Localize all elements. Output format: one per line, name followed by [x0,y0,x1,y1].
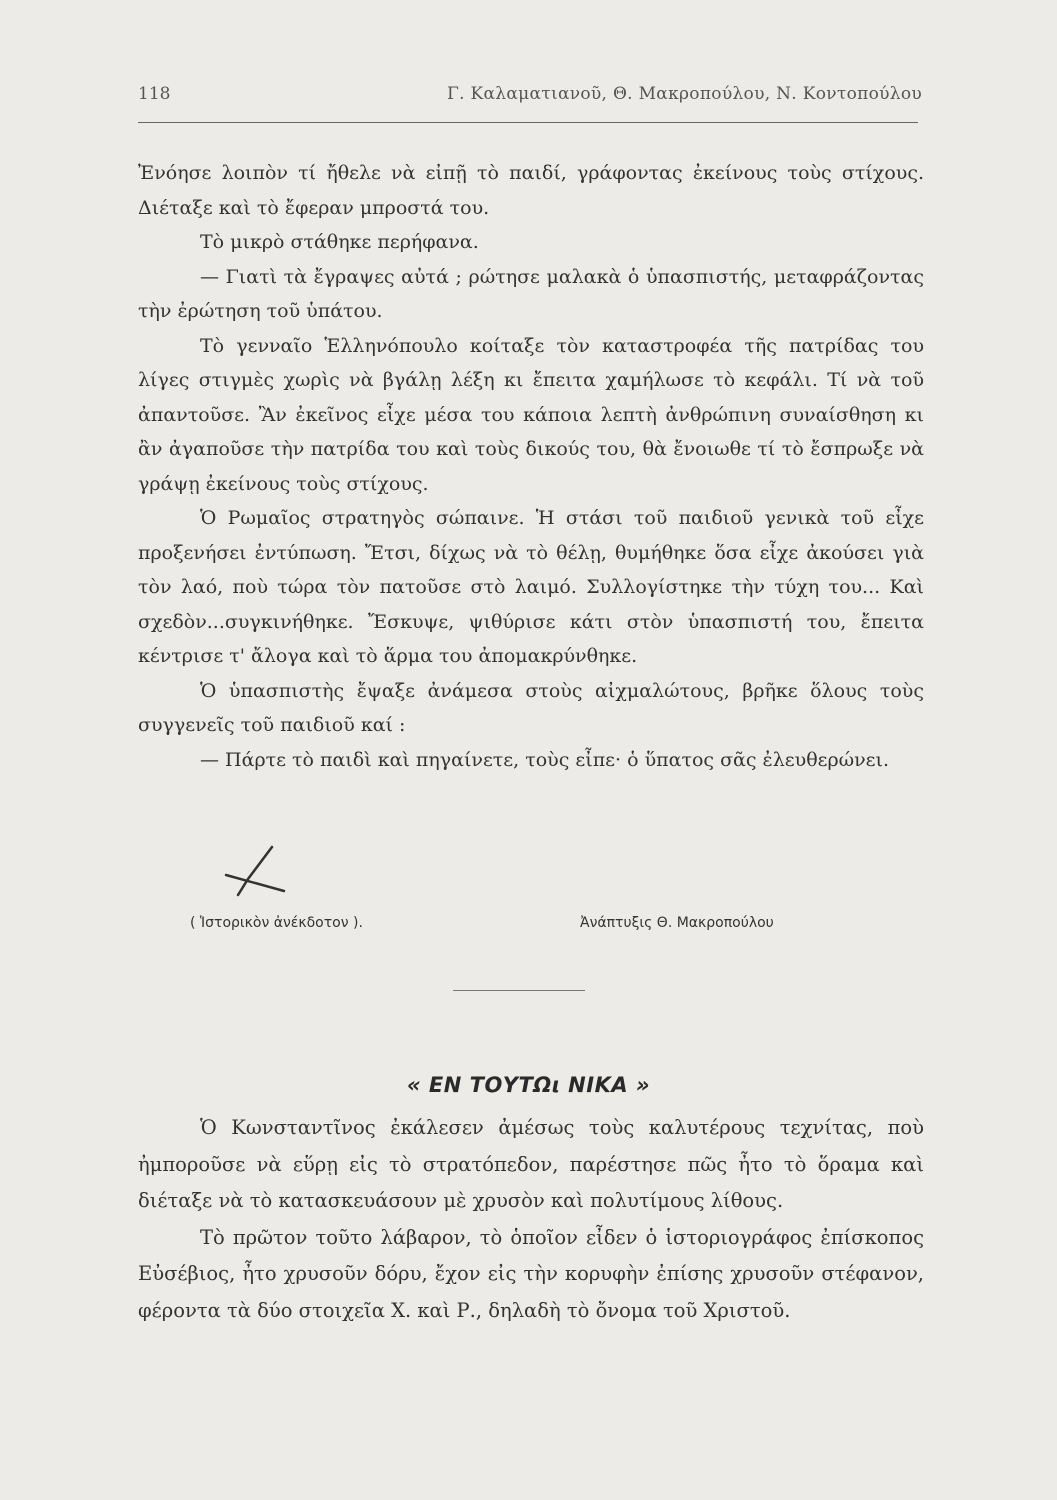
section-text [138,1110,924,1329]
story-paragraph: Τὸ γενναῖο Ἑλληνόπουλο κοίταξε τὸν καταστροφέα τῆς πατρίδας του λίγες στιγμὲς χωρὶς νὰ βγάλῃ λέξη κι ἔπειτα χαμήλωσε τὸ κεφάλι. Τί νὰ τοῦ ἀπαντοῦσε. Ἂν ἐκεῖνος εἶχε μέσα του κάποια λεπτὴ ἀνθρώπινη συναίσθηση κι ἂν ἀγαποῦσε τὴν πατρίδα του καὶ τοὺς δικούς του, θὰ ἔνοιωθε τί τὸ ἔσπρωξε νὰ γράψῃ ἐκείνους τοὺς στίχους. [138,334,924,495]
running-head: Γ. Καλαματιανοῦ, Θ. Μακροπούλου, Ν. Κοντοπούλου [447,84,922,104]
story-paragraph: Ὁ ὑπασπιστὴς ἔψαξε ἀνάμεσα στοὺς αἰχμαλώτους, βρῆκε ὅλους τοὺς συγγενεῖς τοῦ παιδιοῦ καί : [138,679,924,736]
story-paragraph: Ἐνόησε λοιπὸν τί ἤθελε νὰ εἰπῇ τὸ παιδί, γράφοντας ἐκείνους τοὺς στίχους. Διέταξε καὶ τὸ ἔφεραν μπροστά του. [138,162,924,219]
story-text [138,156,924,777]
story-paragraph: — Γιατὶ τὰ ἔγραψες αὐτά ; ρώτησε μαλακὰ ὁ ὑπασπιστής, μεταφράζοντας τὴν ἐρώτηση τοῦ ὑπάτου. [138,265,924,322]
story-paragraph: Τὸ μικρὸ στάθηκε περήφανα. [200,231,479,253]
section-paragraph: Τὸ πρῶτον τοῦτο λάβαρον, τὸ ὁποῖον εἶδεν ὁ ἱστοριογράφος ἐπίσκοπος Εὐσέβιος, ἦτο χρυσοῦν δόρυ, ἔχον εἰς τὴν κορυφὴν ἐπίσης χρυσοῦν στέφανον, φέροντα τὰ δύο στοιχεῖα Χ. καὶ Ρ., δηλαδὴ τὸ ὄνομα τοῦ Χριστοῦ. [138,1225,924,1322]
page-number: 118 [138,84,171,104]
handwritten-mark [222,845,288,897]
header-rule [138,122,918,123]
page-header [138,84,922,110]
source-caption: ( Ἱστορικὸν ἀνέκδοτον ). [190,915,363,931]
author-caption: Ἀνάπτυξις Θ. Μακροπούλου [580,915,774,931]
story-paragraph: Ὁ Ρωμαῖος στρατηγὸς σώπαινε. Ἡ στάσι τοῦ παιδιοῦ γενικὰ τοῦ εἶχε προξενήσει ἐντύπωση. Ἔτσι, δίχως νὰ τὸ θέλῃ, θυμήθηκε ὅσα εἶχε ἀκούσει γιὰ τὸν λαό, ποὺ τώρα τὸν πατοῦσε στὸ λαιμό. Συλλογίστηκε τὴν τύχη του... Καὶ σχεδὸν...συγκινήθηκε. Ἔσκυψε, ψιθύρισε κάτι στὸν ὑπασπιστή του, ἔπειτα κέντρισε τ' ἄλογα καὶ τὸ ἅρμα του ἀπομακρύνθηκε. [138,507,924,667]
section-divider [453,990,585,991]
story-paragraph: — Πάρτε τὸ παιδὶ καὶ πηγαίνετε, τοὺς εἶπε· ὁ ὕπατος σᾶς ἐλευθερώνει. [200,748,890,771]
section-title: « ΕΝ ΤΟΥΤΩι ΝΙΚΑ » [406,1073,651,1097]
section-paragraph: Ὁ Κωνσταντῖνος ἐκάλεσεν ἀμέσως τοὺς καλυτέρους τεχνίτας, ποὺ ἠμποροῦσε νὰ εὕρῃ εἰς τὸ στρατόπεδον, παρέστησε πῶς ἦτο τὸ ὅραμα καὶ διέταξε νὰ τὸ κατασκευάσουν μὲ χρυσὸν καὶ πολυτίμους λίθους. [138,1116,924,1212]
